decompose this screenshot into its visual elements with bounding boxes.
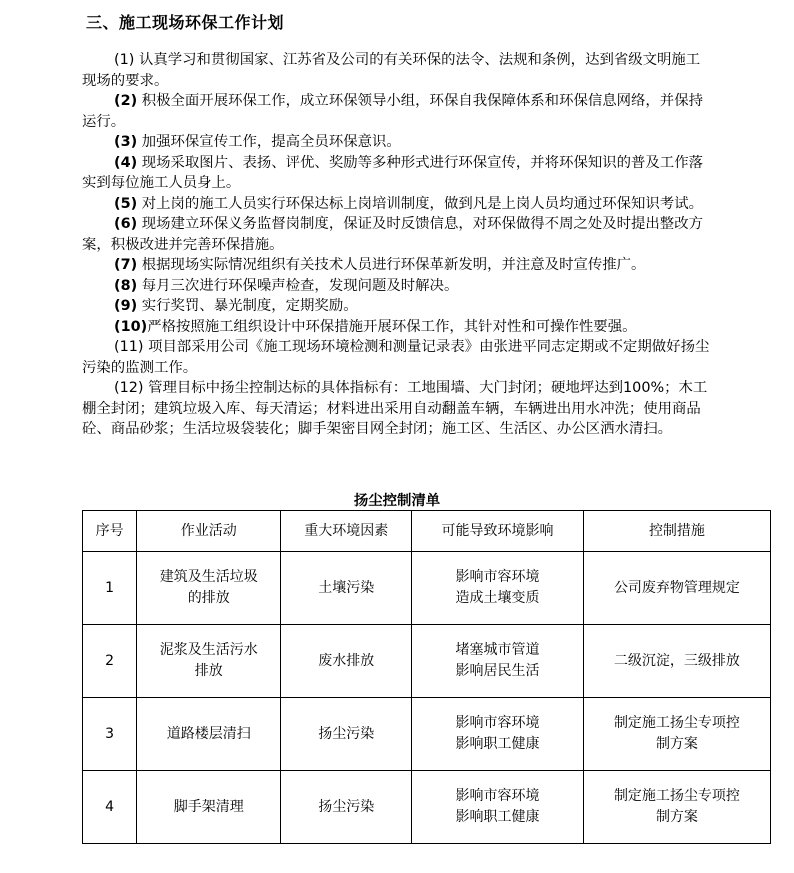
header-no: 序号 bbox=[83, 511, 137, 552]
cell-activity bbox=[137, 698, 281, 771]
cell-line: 制方案 bbox=[655, 736, 698, 752]
paragraph-12 bbox=[82, 378, 710, 440]
paragraph-number: (8) bbox=[114, 277, 138, 294]
cell-line: 建筑及生活垃圾 bbox=[159, 569, 258, 585]
paragraph-text: 严格按照施工组织设计中环保措施开展环保工作，其针对性和可操作性要强。 bbox=[147, 318, 637, 335]
header-impact: 可能导致环境影响 bbox=[412, 511, 584, 552]
cell-measure bbox=[583, 625, 770, 698]
paragraph-number: (7) bbox=[114, 257, 138, 273]
cell-line: 影响市容环境 bbox=[455, 715, 540, 731]
cell-impact bbox=[412, 698, 584, 771]
paragraph-number: (3) bbox=[114, 134, 138, 150]
cell-line: 堵塞城市管道 bbox=[455, 642, 540, 658]
cell-activity bbox=[137, 552, 281, 625]
cell-measure bbox=[583, 552, 770, 625]
cell-factor bbox=[281, 771, 412, 844]
paragraph-8 bbox=[82, 276, 710, 297]
cell-measure bbox=[583, 698, 770, 771]
paragraph-1 bbox=[82, 50, 710, 91]
header-factor: 重大环境因素 bbox=[281, 511, 412, 552]
table-row bbox=[83, 698, 771, 771]
cell-impact bbox=[412, 771, 584, 844]
cell-line: 土壤污染 bbox=[318, 579, 375, 596]
cell-line: 影响市容环境 bbox=[455, 569, 540, 585]
cell-impact bbox=[412, 552, 584, 625]
cell-no: 2 bbox=[83, 625, 137, 698]
cell-impact bbox=[412, 625, 584, 698]
cell-no: 3 bbox=[83, 698, 137, 771]
paragraph-number: (10) bbox=[114, 318, 148, 335]
paragraph-text: 加强环保宣传工作，提高全员环保意识。 bbox=[137, 134, 401, 150]
cell-line: 造成土壤变质 bbox=[455, 590, 540, 606]
paragraph-text: 现场建立环保义务监督岗制度，保证及时反馈信息，对环保做得不周之处及时提出整改方案，积极改进并完善环保措施。 bbox=[82, 216, 703, 253]
paragraph-10 bbox=[82, 317, 710, 338]
cell-line: 影响居民生活 bbox=[455, 663, 540, 679]
paragraph-number: (12) bbox=[114, 380, 144, 396]
cell-factor bbox=[281, 625, 412, 698]
paragraph-number: (1) bbox=[114, 52, 135, 68]
cell-measure bbox=[583, 771, 770, 844]
paragraph-text: 项目部采用公司《施工现场环境检测和测量记录表》由张进平同志定期或不定期做好扬尘污染的监测工作。 bbox=[82, 339, 710, 376]
table-header-row bbox=[83, 511, 771, 552]
paragraph-text: 对上岗的施工人员实行环保达标上岗培训制度，做到凡是上岗人员均通过环保知识考试。 bbox=[137, 195, 703, 212]
paragraph-7 bbox=[82, 255, 710, 276]
cell-no: 1 bbox=[83, 552, 137, 625]
paragraph-5 bbox=[82, 194, 710, 215]
paragraph-11 bbox=[82, 337, 710, 378]
paragraph-text: 根据现场实际情况组织有关技术人员进行环保革新发明，并注意及时宣传推广。 bbox=[137, 257, 646, 273]
cell-line: 排放 bbox=[194, 663, 223, 679]
paragraph-text: 管理目标中扬尘控制达标的具体指标有：工地围墙、大门封闭；硬地坪达到100%；木工棚全封闭；建筑垃圾入库、每天清运；材料进出采用自动翻盖车辆，车辆进出用水冲洗；使用商品砼、商品砂浆；生活垃圾袋装化；脚手架密目网全封闭；施工区、生活区、办公区洒水清扫。 bbox=[82, 380, 708, 437]
cell-line: 制定施工扬尘专项控 bbox=[613, 788, 740, 804]
section-heading: 三、施工现场环保工作计划 bbox=[86, 13, 285, 32]
cell-activity bbox=[137, 625, 281, 698]
paragraph-number: (5) bbox=[114, 195, 138, 212]
paragraph-text: 实行奖罚、暴光制度，定期奖励。 bbox=[137, 298, 358, 314]
paragraph-text: 现场采取图片、表扬、评优、奖励等多种形式进行环保宣传，并将环保知识的普及工作落实到每位施工人员身上。 bbox=[82, 154, 703, 191]
paragraph-9 bbox=[82, 296, 710, 317]
paragraph-3 bbox=[82, 132, 710, 153]
cell-line: 的排放 bbox=[187, 590, 230, 606]
paragraph-number: (9) bbox=[114, 298, 138, 314]
cell-line: 道路楼层清扫 bbox=[166, 725, 251, 742]
cell-factor bbox=[281, 552, 412, 625]
cell-line: 泥浆及生活污水 bbox=[159, 642, 258, 658]
table-title: 扬尘控制清单 bbox=[353, 493, 441, 509]
cell-line: 影响职工健康 bbox=[455, 809, 540, 825]
paragraph-number: (2) bbox=[114, 93, 138, 109]
cell-activity bbox=[137, 771, 281, 844]
cell-line: 制方案 bbox=[655, 809, 698, 825]
cell-line: 制定施工扬尘专项控 bbox=[613, 715, 740, 731]
table-row bbox=[83, 771, 771, 844]
dust-control-table bbox=[82, 510, 771, 844]
cell-line: 脚手架清理 bbox=[173, 798, 244, 815]
paragraph-number: (4) bbox=[114, 154, 138, 171]
header-activity: 作业活动 bbox=[137, 511, 281, 552]
paragraph-6 bbox=[82, 214, 710, 255]
paragraph-text: 认真学习和贯彻国家、江苏省及公司的有关环保的法令、法规和条例，达到省级文明施工现场的要求。 bbox=[82, 52, 701, 89]
paragraph-text: 每月三次进行环保噪声检查，发现问题及时解决。 bbox=[137, 277, 459, 294]
cell-no: 4 bbox=[83, 771, 137, 844]
paragraph-4 bbox=[82, 153, 710, 194]
cell-line: 扬尘污染 bbox=[318, 798, 375, 815]
cell-line: 影响市容环境 bbox=[455, 788, 540, 804]
paragraph-list bbox=[82, 50, 710, 440]
cell-line: 二级沉淀，三级排放 bbox=[613, 652, 740, 669]
table-row bbox=[83, 552, 771, 625]
header-measure: 控制措施 bbox=[583, 511, 770, 552]
cell-line: 扬尘污染 bbox=[318, 725, 375, 742]
paragraph-text: 积极全面开展环保工作，成立环保领导小组，环保自我保障体系和环保信息网络，并保持运行。 bbox=[82, 93, 703, 130]
paragraph-number: (6) bbox=[114, 216, 138, 232]
cell-factor bbox=[281, 698, 412, 771]
cell-line: 影响职工健康 bbox=[455, 736, 540, 752]
cell-line: 公司废弃物管理规定 bbox=[613, 579, 740, 596]
paragraph-number: (11) bbox=[114, 339, 144, 355]
table-row bbox=[83, 625, 771, 698]
cell-line: 废水排放 bbox=[318, 652, 375, 669]
paragraph-2 bbox=[82, 91, 710, 132]
